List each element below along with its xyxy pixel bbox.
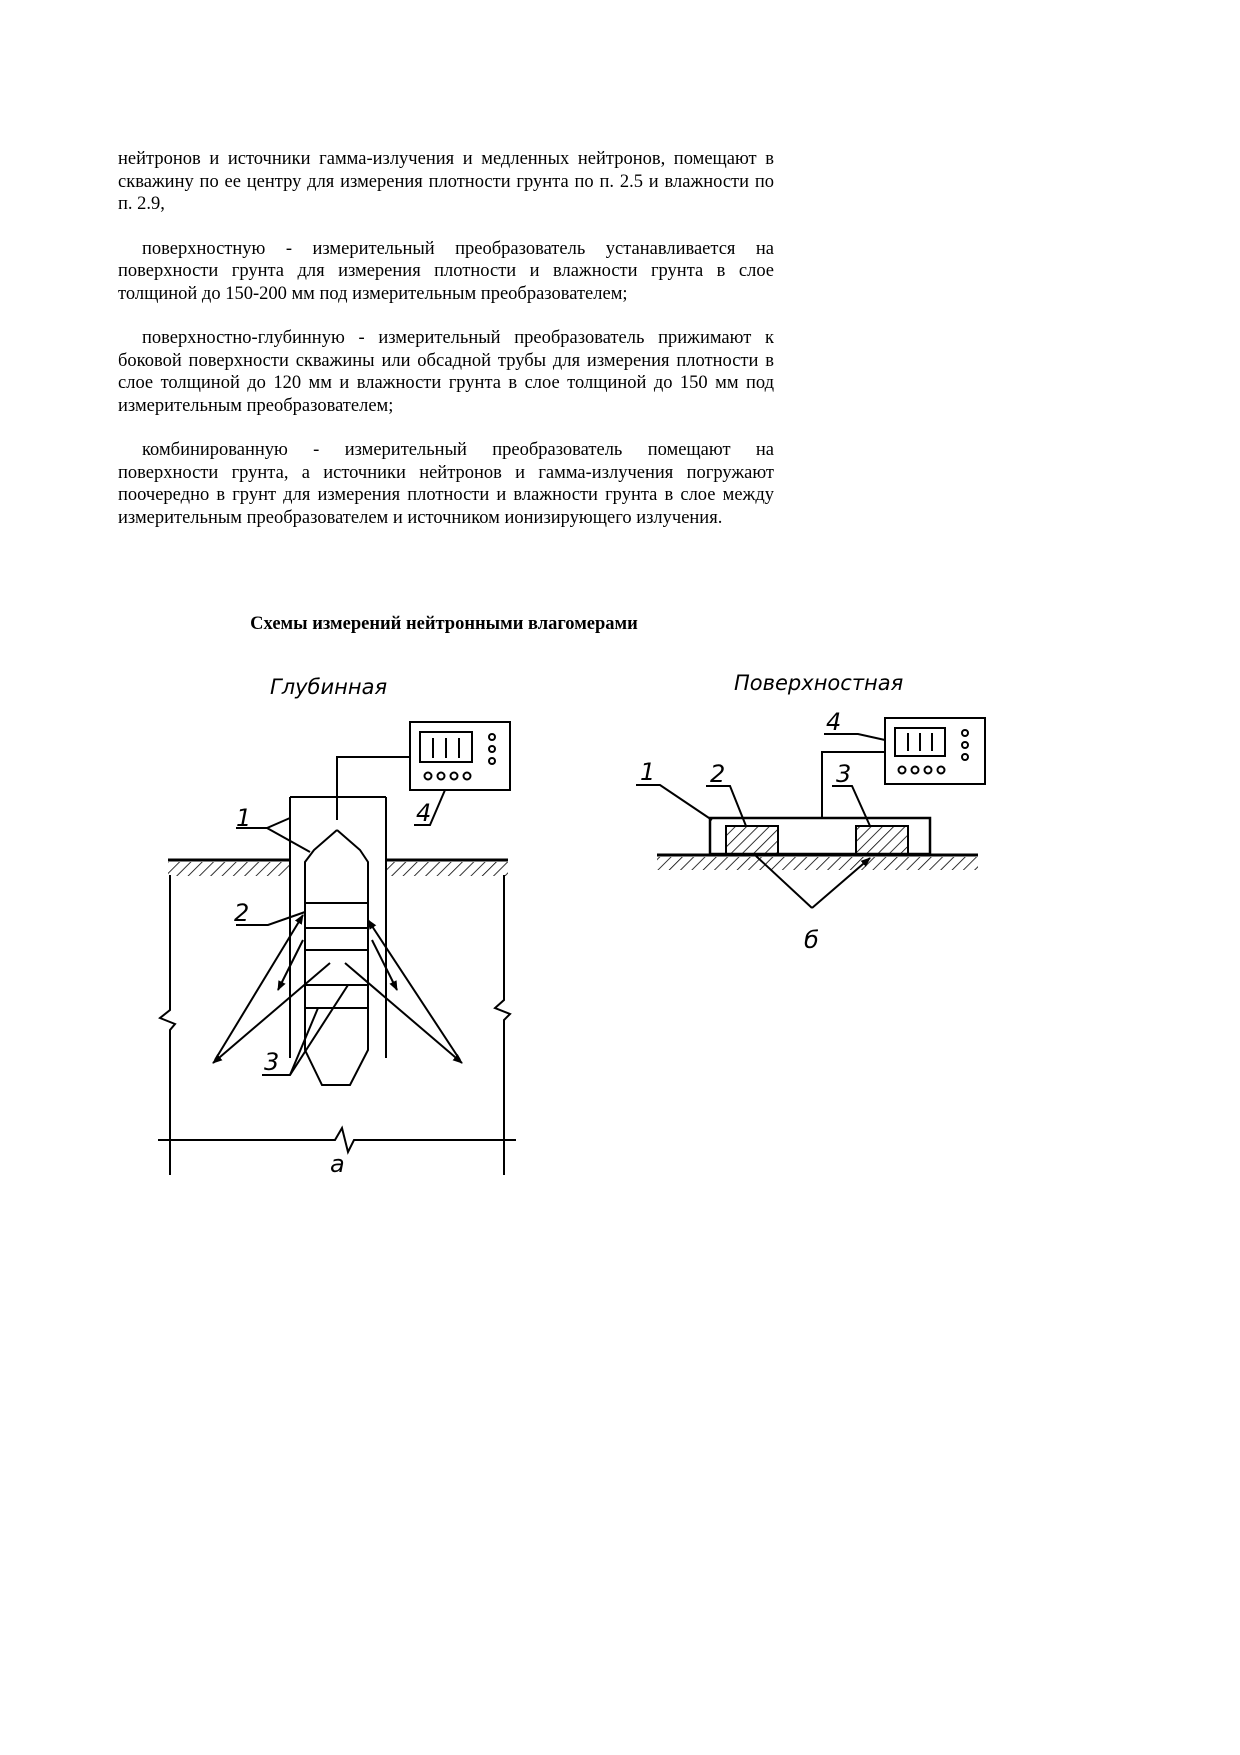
paragraph-2: поверхностную - измерительный преобразователь устанавливается на поверхности грунта для измерения плотности и влажности грунта в слое толщиной до 150-200 мм под измерительным преобразователем; <box>118 238 774 304</box>
paragraph-1: нейтронов и источники гамма-излучения и медленных нейтронов, помещают в скважину по ее центру для измерения плотности грунта по п. 2.5 и влажности по п. 2.9, <box>118 149 774 214</box>
paragraph-4: комбинированную - измерительный преобразователь помещают на поверхности грунта, а источники нейтронов и гамма-излучения погружают поочередно в грунт для измерения плотности и влажности грунта в слое между измерительным преобразователем и источником ионизирующего излучения. <box>118 440 774 528</box>
depth-scheme <box>158 675 516 1178</box>
depth-caption: а <box>330 1150 345 1178</box>
surface-callout-4: 4 <box>826 708 842 736</box>
surface-callout-2: 2 <box>710 760 726 788</box>
paragraph-3: поверхностно-глубинную - измерительный преобразователь прижимают к боковой поверхности скважины или обсадной трубы для измерения плотности в слое толщиной до 120 мм и влажности грунта в слое толщиной до 150 мм под измерительным преобразователем; <box>118 328 774 416</box>
measuring-device-icon <box>410 722 510 790</box>
surface-caption: б <box>804 926 819 954</box>
measuring-device-icon <box>885 718 985 784</box>
depth-callout-2: 2 <box>234 899 250 927</box>
depth-callout-3: 3 <box>264 1048 280 1076</box>
surface-callout-1: 1 <box>640 758 656 786</box>
surface-scheme <box>636 671 985 954</box>
depth-callout-1: 1 <box>236 804 252 832</box>
figure-title: Схемы измерений нейтронными влагомерами <box>250 614 638 634</box>
depth-callout-4: 4 <box>416 799 432 827</box>
surface-callout-3: 3 <box>836 760 852 788</box>
depth-scheme-title: Глубинная <box>270 675 388 699</box>
surface-scheme-title: Поверхностная <box>734 671 904 695</box>
